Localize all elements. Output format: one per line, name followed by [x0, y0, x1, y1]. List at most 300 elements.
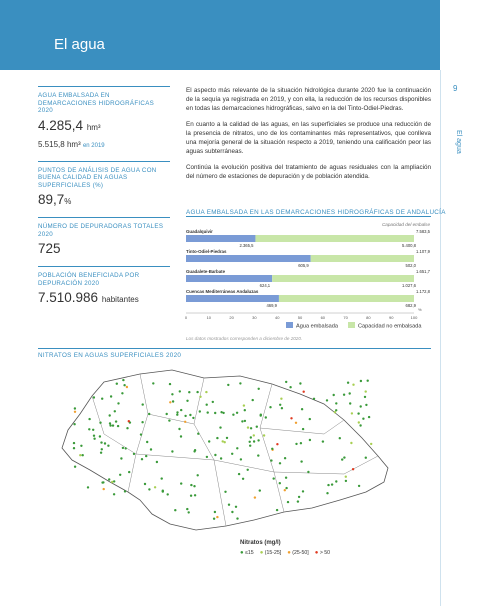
sampling-point [167, 493, 169, 495]
bar-capacidad [311, 255, 414, 262]
sampling-point [190, 484, 192, 486]
sampling-point [365, 404, 367, 406]
sampling-point [253, 440, 255, 442]
sampling-point [370, 443, 372, 445]
value-label-embalsada: 469,9 [266, 303, 277, 308]
side-section-text: El agua [455, 130, 462, 154]
stat-heading-poblacion: POBLACIÓN BENEFICIADA POR DEPURACIÓN 2020 [38, 272, 140, 287]
capacity-total: 1.107,9 [416, 249, 430, 254]
sampling-point [303, 391, 305, 393]
sampling-point [228, 504, 230, 506]
legend-item-gt50: ● > 50 [314, 550, 331, 556]
sampling-point [343, 456, 345, 458]
sampling-point [101, 398, 103, 400]
sampling-point [140, 433, 142, 435]
sampling-point [212, 401, 214, 403]
sampling-point [162, 490, 164, 492]
sampling-point [364, 396, 366, 398]
legend-swatch-embalsada [286, 322, 293, 328]
sampling-point [169, 383, 171, 385]
sampling-point [295, 422, 297, 424]
stat-value-depuradoras: 725 [38, 241, 61, 256]
header-banner [0, 0, 440, 70]
sampling-point [116, 383, 118, 385]
sampling-point [113, 480, 115, 482]
x-tick-label: 10 [206, 315, 212, 320]
sampling-point [360, 405, 362, 407]
sampling-point [220, 411, 222, 413]
sampling-point [156, 461, 158, 463]
sampling-point [290, 417, 292, 419]
sampling-point [100, 452, 102, 454]
value-label-capacidad: 5.400,8 [402, 243, 416, 248]
sampling-point [279, 462, 281, 464]
sampling-point [252, 399, 254, 401]
paragraph: Continúa la evolución positiva del tratamiento de aguas residuales con la ampliación del número de estaciones de depuración y de población atendida. [186, 164, 431, 180]
sampling-point [101, 448, 103, 450]
sampling-point [148, 413, 150, 415]
sampling-point [186, 508, 188, 510]
sampling-point [284, 457, 286, 459]
map-legend [240, 540, 330, 556]
sampling-point [236, 447, 238, 449]
value-label-capacidad: 502,0 [405, 263, 416, 268]
legend-label-capacidad: Capacidad no embalsada [358, 323, 422, 330]
sampling-point [199, 396, 201, 398]
legend-label-embalsada: Agua embalsada [296, 323, 338, 330]
sampling-point [196, 391, 198, 393]
sampling-point [113, 493, 115, 495]
value-label-embalsada: 624,1 [259, 283, 271, 288]
paragraph: En cuanto a la calidad de las aguas, en las superficiales se produce una reducción de la presencia de nitratos, uno de los contaminantes más representativos, que conlleva una mejoría general de la situación respecto a 2019, teniendo una calificación peor las aguas subterráneas. [186, 121, 431, 155]
sampling-point [88, 418, 90, 420]
sampling-point [270, 459, 272, 461]
bar-capacidad [279, 295, 414, 302]
sampling-point [128, 471, 130, 473]
sampling-point [253, 434, 255, 436]
sampling-point [350, 442, 352, 444]
sampling-point [168, 419, 170, 421]
sampling-point [352, 468, 354, 470]
sampling-point [307, 471, 309, 473]
sampling-point [335, 402, 337, 404]
sampling-point [174, 509, 176, 511]
side-divider [440, 70, 441, 606]
sampling-point [133, 453, 135, 455]
page-title: El agua [54, 36, 105, 53]
sampling-point [102, 481, 104, 483]
capacity-total: 7.583,5 [416, 229, 430, 234]
sampling-point [123, 384, 125, 386]
sampling-point [300, 460, 302, 462]
sampling-point [299, 382, 301, 384]
sampling-point [359, 424, 361, 426]
sampling-point [219, 426, 221, 428]
legend-swatch-capacidad [348, 322, 355, 328]
sampling-point [214, 454, 216, 456]
sampling-point [108, 478, 110, 480]
sampling-point [179, 390, 181, 392]
sampling-point [352, 384, 354, 386]
sampling-point [242, 478, 244, 480]
value-label-capacidad: 682,9 [405, 303, 416, 308]
sampling-point [172, 400, 174, 402]
sampling-point [115, 420, 117, 422]
sampling-point [99, 435, 101, 437]
sampling-point [241, 420, 243, 422]
sampling-point [150, 448, 152, 450]
sampling-point [302, 490, 304, 492]
category-label: Cuencas Mediterráneas Andaluzas [186, 289, 259, 294]
sampling-point [269, 406, 271, 408]
sampling-point [171, 393, 173, 395]
sampling-point [206, 404, 208, 406]
sampling-point [82, 454, 84, 456]
capacity-label: Capacidad del embalse [381, 222, 430, 227]
sampling-point [220, 457, 222, 459]
andalucia-map [44, 364, 404, 540]
sampling-point [257, 439, 259, 441]
x-tick-label: 100 [410, 315, 418, 320]
sampling-point [367, 380, 369, 382]
sampling-point [125, 447, 127, 449]
sampling-point [126, 427, 128, 429]
sampling-point [194, 494, 196, 496]
stat-heading-calidad: PUNTOS DE ANÁLISIS DE AGUA CON BUENA CALIDAD EN AGUAS SUPERFICIALES (%) [38, 166, 157, 189]
sampling-point [281, 407, 283, 409]
page-number: 9 [453, 84, 458, 93]
sampling-point [166, 413, 168, 415]
value-label-embalsada: 2.365,5 [239, 243, 254, 248]
sampling-point [236, 517, 238, 519]
x-tick-label: 50 [297, 315, 303, 320]
sampling-point [235, 506, 237, 508]
sampling-point [206, 456, 208, 458]
body-text [186, 86, 431, 188]
bar-capacidad [272, 275, 414, 282]
legend-item-le15: ● ≤15 [240, 550, 254, 556]
sampling-point [298, 496, 300, 498]
sampling-point [327, 484, 329, 486]
sampling-point [257, 454, 259, 456]
x-unit: % [418, 307, 422, 312]
sampling-point [188, 511, 190, 513]
sampling-point [180, 409, 182, 411]
sampling-point [144, 483, 146, 485]
sampling-point [126, 386, 128, 388]
sampling-point [263, 434, 265, 436]
sampling-point [161, 477, 163, 479]
sampling-point [339, 437, 341, 439]
sampling-point [205, 391, 207, 393]
sampling-point [122, 447, 124, 449]
sampling-point [194, 449, 196, 451]
stat-value-poblacion: 7.510.986 habitantes [38, 290, 139, 305]
sampling-point [326, 399, 328, 401]
sampling-point [93, 396, 95, 398]
sampling-point [117, 425, 119, 427]
sampling-point [197, 474, 199, 476]
sampling-point [100, 441, 102, 443]
sampling-point [109, 414, 111, 416]
sampling-point [216, 516, 218, 518]
sampling-point [110, 395, 112, 397]
stats-column [38, 86, 170, 305]
sampling-point [141, 458, 143, 460]
capacity-total: 1.651,7 [416, 269, 430, 274]
sampling-point [214, 412, 216, 414]
sampling-point [193, 485, 195, 487]
x-tick-label: 70 [343, 315, 348, 320]
sampling-point [309, 439, 311, 441]
sampling-point [213, 518, 215, 520]
sampling-point [88, 428, 90, 430]
sampling-point [124, 490, 126, 492]
sampling-point [74, 407, 76, 409]
sampling-point [341, 458, 343, 460]
sampling-point [331, 483, 333, 485]
sampling-point [227, 384, 229, 386]
sampling-point [335, 480, 337, 482]
divider [38, 266, 170, 267]
sampling-point [295, 443, 297, 445]
sampling-point [184, 421, 186, 423]
divider [38, 86, 170, 87]
side-section-label [450, 130, 464, 170]
sampling-point [247, 469, 249, 471]
sampling-point [259, 489, 261, 491]
sampling-point [73, 447, 75, 449]
sampling-point [326, 492, 328, 494]
stat-value-embalsada: 4.285,4 hm³ [38, 117, 101, 133]
sampling-point [285, 477, 287, 479]
sampling-point [224, 441, 226, 443]
sampling-point [169, 401, 171, 403]
stat-heading-depuradoras: NÚMERO DE DEPURADORAS TOTALES 2020 [38, 223, 164, 238]
x-tick-label: 30 [252, 315, 257, 320]
sampling-point [197, 433, 199, 435]
capacity-total: 1.172,8 [416, 289, 430, 294]
bar-embalsada [186, 255, 311, 262]
sampling-point [73, 423, 75, 425]
reservoir-chart [182, 218, 434, 336]
sampling-point [141, 421, 143, 423]
sampling-point [345, 480, 347, 482]
sampling-point [297, 500, 299, 502]
sampling-point [365, 457, 367, 459]
sampling-point [285, 487, 287, 489]
sampling-point [128, 420, 130, 422]
stat-value-2019: 5.515,8 hm³ en 2019 [38, 139, 105, 149]
x-tick-label: 80 [366, 315, 371, 320]
sampling-point [368, 416, 370, 418]
sampling-point [224, 491, 226, 493]
sampling-point [178, 428, 180, 430]
sampling-point [351, 412, 353, 414]
sampling-point [239, 382, 241, 384]
sampling-point [244, 409, 246, 411]
legend-item-25-50: ● (25-50] [287, 550, 309, 556]
sampling-point [171, 450, 173, 452]
sampling-point [80, 445, 82, 447]
sampling-point [333, 394, 335, 396]
sampling-point [280, 398, 282, 400]
sampling-point [243, 404, 245, 406]
sampling-point [284, 489, 286, 491]
x-tick-label: 40 [274, 315, 280, 320]
sampling-point [279, 404, 281, 406]
sampling-point [335, 409, 337, 411]
sampling-point [349, 392, 351, 394]
sampling-point [302, 428, 304, 430]
x-tick-label: 20 [229, 315, 234, 320]
sampling-point [112, 424, 114, 426]
sampling-point [117, 402, 119, 404]
sampling-point [176, 414, 178, 416]
sampling-point [142, 403, 144, 405]
sampling-point [238, 473, 240, 475]
stat-value-calidad: 89,7% [38, 192, 72, 207]
sampling-point [357, 412, 359, 414]
value-label-capacidad: 1.027,6 [402, 283, 416, 288]
sampling-point [358, 485, 360, 487]
stat-heading-embalsada: AGUA EMBALSADA EN DEMARCACIONES HIDROGRÁFICAS 2020 [38, 92, 155, 114]
sampling-point [271, 448, 273, 450]
bar-embalsada [186, 295, 279, 302]
sampling-point [87, 486, 89, 488]
sampling-point [216, 437, 218, 439]
divider [186, 216, 431, 217]
sampling-point [121, 392, 123, 394]
sampling-point [93, 435, 95, 437]
sampling-point [247, 426, 249, 428]
sampling-point [176, 411, 178, 413]
sampling-point [148, 488, 150, 490]
value-label-embalsada: 605,9 [298, 263, 309, 268]
sampling-point [226, 437, 228, 439]
sampling-point [73, 442, 75, 444]
sampling-point [254, 496, 256, 498]
sampling-point [231, 511, 233, 513]
sampling-point [122, 379, 124, 381]
sampling-point [232, 414, 234, 416]
sampling-point [186, 400, 188, 402]
sampling-point [276, 443, 278, 445]
sampling-point [109, 422, 111, 424]
sampling-point [358, 421, 360, 423]
sampling-point [250, 427, 252, 429]
sampling-point [287, 501, 289, 503]
chart-note: Los datos mostrados corresponden a diciembre de 2020. [186, 336, 303, 341]
andalucia-outline [62, 370, 388, 530]
sampling-point [145, 455, 147, 457]
paragraph: El aspecto más relevante de la situación hidrológica durante 2020 fue la continuación de la sequía ya registrada en 2019, y con ella, la reducción de los recursos disponibles en todas las demarcaciones hidrográficas, salvo en la del Tinto-Odiel-Piedras. [186, 87, 431, 112]
sampling-point [240, 458, 242, 460]
x-tick-label: 60 [320, 315, 326, 320]
sampling-point [231, 453, 233, 455]
divider [38, 161, 170, 162]
sampling-point [119, 474, 121, 476]
sampling-point [345, 476, 347, 478]
sampling-point [152, 382, 154, 384]
sampling-point [289, 386, 291, 388]
legend-title: Nitratos (mg/l) [240, 540, 281, 546]
sampling-point [109, 424, 111, 426]
sampling-point [74, 411, 76, 413]
sampling-point [362, 418, 364, 420]
bar-capacidad [255, 235, 414, 242]
sampling-point [207, 411, 209, 413]
category-label: Guadalete-Barbate [186, 269, 226, 274]
sampling-point [93, 438, 95, 440]
sampling-point [189, 414, 191, 416]
sampling-point [300, 442, 302, 444]
bar-embalsada [186, 235, 255, 242]
sampling-point [199, 410, 201, 412]
sampling-point [120, 457, 122, 459]
sampling-point [107, 445, 109, 447]
sampling-point [347, 382, 349, 384]
sampling-point [74, 466, 76, 468]
sampling-point [285, 381, 287, 383]
sampling-point [103, 488, 105, 490]
category-label: Tinto-Odiel-Piedras [186, 249, 227, 254]
sampling-point [180, 435, 182, 437]
divider [38, 217, 170, 218]
sampling-point [114, 410, 116, 412]
sampling-point [313, 398, 315, 400]
sampling-point [79, 454, 81, 456]
sampling-point [249, 445, 251, 447]
sampling-point [154, 486, 156, 488]
sampling-point [214, 511, 216, 513]
sampling-point [349, 402, 351, 404]
sampling-point [250, 436, 252, 438]
sampling-point [276, 509, 278, 511]
sampling-point [99, 422, 101, 424]
sampling-point [208, 440, 210, 442]
divider [38, 348, 431, 349]
sampling-point [244, 420, 246, 422]
sampling-point [249, 441, 251, 443]
sampling-point [256, 426, 258, 428]
legend-item-15-25: ● (15-25] [259, 550, 282, 556]
category-label: Guadalquivir [186, 229, 213, 234]
chart-title: AGUA EMBALSADA EN LAS DEMARCACIONES HIDROGRÁFICAS DE ANDALUCÍA [186, 209, 446, 216]
x-tick-label: 90 [388, 315, 394, 320]
sampling-point [190, 495, 192, 497]
sampling-point [192, 417, 194, 419]
sampling-point [365, 390, 367, 392]
sampling-point [279, 482, 281, 484]
sampling-point [146, 441, 148, 443]
sampling-point [188, 391, 190, 393]
bar-embalsada [186, 275, 272, 282]
sampling-point [343, 394, 345, 396]
sampling-point [301, 408, 303, 410]
sampling-point [265, 416, 267, 418]
sampling-point [360, 380, 362, 382]
map-title: NITRATOS EN AGUAS SUPERFICIALES 2020 [38, 352, 182, 359]
sampling-point [260, 414, 262, 416]
sampling-point [184, 415, 186, 417]
sampling-point [309, 418, 311, 420]
sampling-point [258, 388, 260, 390]
sampling-point [104, 442, 106, 444]
x-tick-label: 0 [184, 315, 188, 320]
sampling-point [180, 482, 182, 484]
sampling-point [236, 412, 238, 414]
